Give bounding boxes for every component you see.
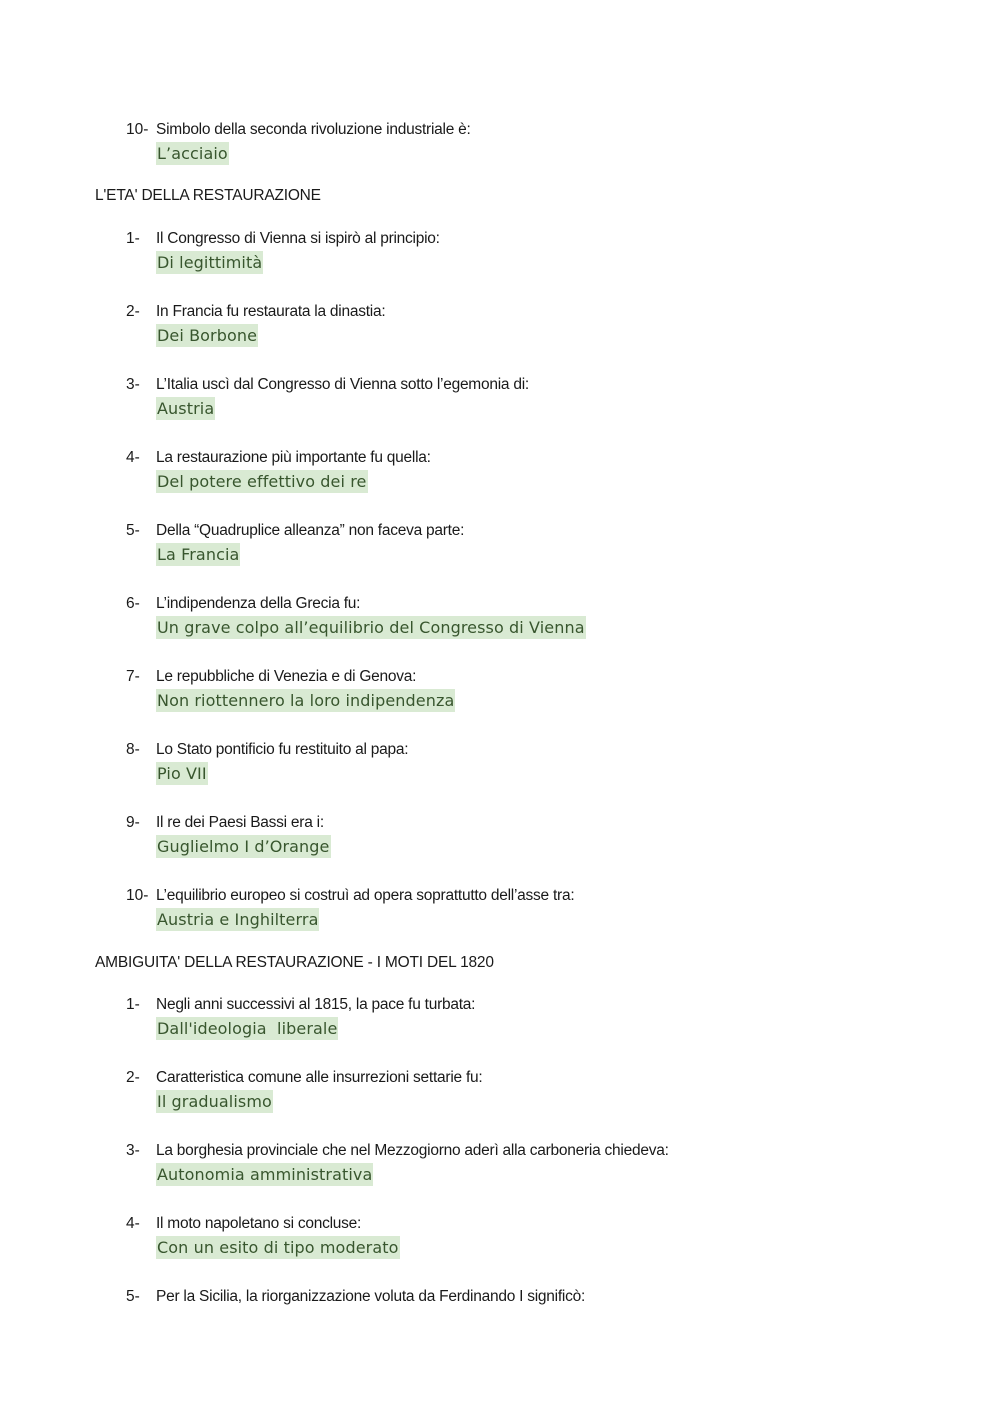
- question-number: 4-: [126, 1215, 140, 1232]
- question-text: La borghesia provinciale che nel Mezzogiorno aderì alla carboneria chiedeva:: [156, 1142, 669, 1159]
- answer-highlight: Dei Borbone: [157, 326, 258, 345]
- answer-highlight: Con un esito di tipo moderato: [157, 1238, 399, 1257]
- answer-highlight: La Francia: [157, 545, 240, 564]
- question-text: Il Congresso di Vienna si ispirò al principio:: [156, 230, 440, 247]
- question-number: 6-: [126, 595, 140, 612]
- answer-highlight: Di legittimità: [157, 253, 263, 272]
- question-text: Simbolo della seconda rivoluzione industriale è:: [156, 121, 471, 138]
- section-heading: AMBIGUITA' DELLA RESTAURAZIONE - I MOTI DEL 1820: [95, 954, 494, 971]
- question-number: 5-: [126, 522, 140, 539]
- question-number: 2-: [126, 1069, 140, 1086]
- answer-highlight: Dall'ideologia liberale: [157, 1019, 338, 1038]
- question-text: L’equilibrio europeo si costruì ad opera soprattutto dell’asse tra:: [156, 887, 575, 904]
- answer-highlight: Austria e Inghilterra: [157, 910, 319, 929]
- question-number: 3-: [126, 376, 140, 393]
- answer-highlight: Non riottennero la loro indipendenza: [157, 691, 455, 710]
- section-heading: L'ETA' DELLA RESTAURAZIONE: [95, 187, 321, 204]
- question-number: 10-: [126, 121, 149, 138]
- question-number: 4-: [126, 449, 140, 466]
- question-number: 10-: [126, 887, 149, 904]
- question-text: Il moto napoletano si concluse:: [156, 1215, 362, 1232]
- question-text: L’Italia uscì dal Congresso di Vienna sotto l’egemonia di:: [156, 376, 529, 393]
- question-number: 1-: [126, 230, 140, 247]
- question-text: Della “Quadruplice alleanza” non faceva parte:: [156, 522, 465, 539]
- question-text: Il re dei Paesi Bassi era i:: [156, 814, 324, 831]
- question-number: 2-: [126, 303, 140, 320]
- answer-highlight: Austria: [157, 399, 215, 418]
- question-number: 8-: [126, 741, 140, 758]
- question-number: 3-: [126, 1142, 140, 1159]
- question-text: Le repubbliche di Venezia e di Genova:: [156, 668, 417, 685]
- answer-highlight: Autonomia amministrativa: [157, 1165, 373, 1184]
- question-number: 7-: [126, 668, 140, 685]
- question-text: In Francia fu restaurata la dinastia:: [156, 303, 386, 320]
- answer-highlight: Guglielmo I d’Orange: [157, 837, 330, 856]
- question-number: 5-: [126, 1288, 140, 1305]
- question-text: La restaurazione più importante fu quella:: [156, 449, 431, 466]
- question-text: L’indipendenza della Grecia fu:: [156, 595, 361, 612]
- question-text: Lo Stato pontificio fu restituito al papa:: [156, 741, 409, 758]
- answer-highlight: Pio VII: [157, 764, 207, 783]
- question-number: 9-: [126, 814, 140, 831]
- answer-highlight: L’acciaio: [157, 144, 228, 163]
- question-text: Per la Sicilia, la riorganizzazione voluta da Ferdinando I significò:: [156, 1288, 586, 1305]
- question-text: Negli anni successivi al 1815, la pace fu turbata:: [156, 996, 476, 1013]
- question-text: Caratteristica comune alle insurrezioni settarie fu:: [156, 1069, 483, 1086]
- answer-highlight: Un grave colpo all’equilibrio del Congresso di Vienna: [157, 618, 585, 637]
- question-number: 1-: [126, 996, 140, 1013]
- answer-highlight: Del potere effettivo dei re: [157, 472, 367, 491]
- answer-highlight: Il gradualismo: [157, 1092, 272, 1111]
